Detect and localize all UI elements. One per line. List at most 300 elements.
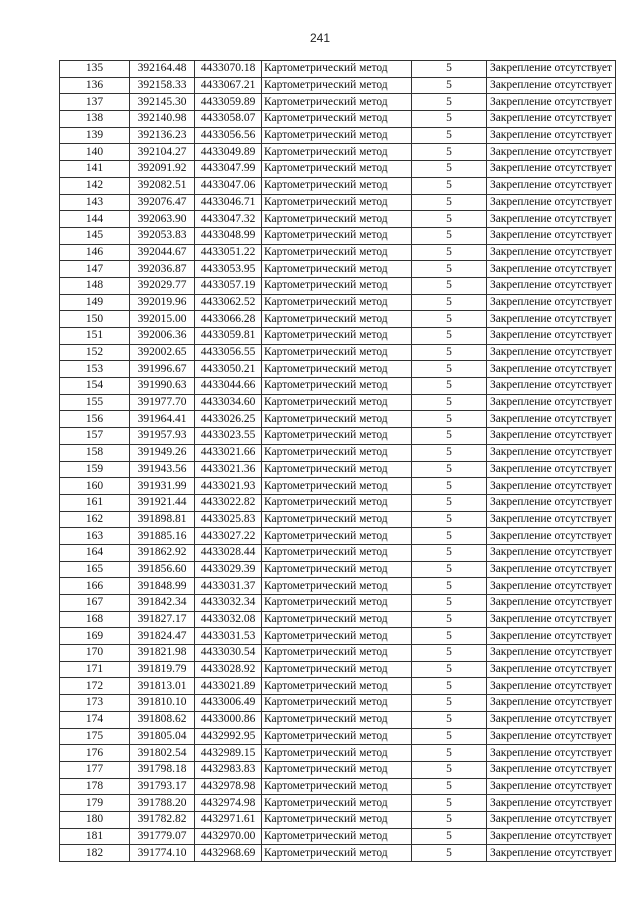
point-number-cell: 170 bbox=[60, 645, 130, 662]
point-number-cell: 175 bbox=[60, 728, 130, 745]
method-cell: Картометрический метод bbox=[262, 811, 412, 828]
fixing-description-cell: Закрепление отсутствует bbox=[487, 344, 616, 361]
table-row bbox=[60, 494, 616, 511]
table-row bbox=[60, 778, 616, 795]
accuracy-cell: 5 bbox=[412, 544, 487, 561]
point-number-cell: 157 bbox=[60, 428, 130, 445]
coordinate-y-cell: 4433029.39 bbox=[195, 561, 262, 578]
accuracy-cell: 5 bbox=[412, 227, 487, 244]
coordinate-x-cell: 391943.56 bbox=[130, 461, 195, 478]
coordinate-y-cell: 4433022.82 bbox=[195, 494, 262, 511]
accuracy-cell: 5 bbox=[412, 528, 487, 545]
coordinate-x-cell: 391793.17 bbox=[130, 778, 195, 795]
table-row bbox=[60, 561, 616, 578]
method-cell: Картометрический метод bbox=[262, 544, 412, 561]
coordinate-x-cell: 391964.41 bbox=[130, 411, 195, 428]
table-row bbox=[60, 144, 616, 161]
method-cell: Картометрический метод bbox=[262, 595, 412, 612]
table-row bbox=[60, 344, 616, 361]
fixing-description-cell: Закрепление отсутствует bbox=[487, 411, 616, 428]
table-row bbox=[60, 628, 616, 645]
fixing-description-cell: Закрепление отсутствует bbox=[487, 211, 616, 228]
accuracy-cell: 5 bbox=[412, 311, 487, 328]
point-number-cell: 145 bbox=[60, 227, 130, 244]
coordinate-y-cell: 4432983.83 bbox=[195, 761, 262, 778]
point-number-cell: 177 bbox=[60, 761, 130, 778]
method-cell: Картометрический метод bbox=[262, 411, 412, 428]
accuracy-cell: 5 bbox=[412, 94, 487, 111]
coordinate-x-cell: 391802.54 bbox=[130, 745, 195, 762]
coordinate-y-cell: 4433046.71 bbox=[195, 194, 262, 211]
coordinate-y-cell: 4433049.89 bbox=[195, 144, 262, 161]
table-row bbox=[60, 394, 616, 411]
accuracy-cell: 5 bbox=[412, 261, 487, 278]
coordinate-y-cell: 4433028.92 bbox=[195, 661, 262, 678]
fixing-description-cell: Закрепление отсутствует bbox=[487, 461, 616, 478]
accuracy-cell: 5 bbox=[412, 611, 487, 628]
table-row bbox=[60, 511, 616, 528]
method-cell: Картометрический метод bbox=[262, 294, 412, 311]
fixing-description-cell: Закрепление отсутствует bbox=[487, 311, 616, 328]
table-row bbox=[60, 328, 616, 345]
point-number-cell: 180 bbox=[60, 811, 130, 828]
accuracy-cell: 5 bbox=[412, 795, 487, 812]
coordinate-x-cell: 391856.60 bbox=[130, 561, 195, 578]
coordinate-y-cell: 4432970.00 bbox=[195, 828, 262, 845]
coordinate-x-cell: 391921.44 bbox=[130, 494, 195, 511]
table-row bbox=[60, 294, 616, 311]
coordinate-y-cell: 4433051.22 bbox=[195, 244, 262, 261]
point-number-cell: 176 bbox=[60, 745, 130, 762]
fixing-description-cell: Закрепление отсутствует bbox=[487, 645, 616, 662]
coordinate-x-cell: 391808.62 bbox=[130, 711, 195, 728]
accuracy-cell: 5 bbox=[412, 344, 487, 361]
fixing-description-cell: Закрепление отсутствует bbox=[487, 845, 616, 862]
point-number-cell: 143 bbox=[60, 194, 130, 211]
fixing-description-cell: Закрепление отсутствует bbox=[487, 595, 616, 612]
point-number-cell: 135 bbox=[60, 61, 130, 78]
table-row bbox=[60, 194, 616, 211]
table-row bbox=[60, 61, 616, 78]
method-cell: Картометрический метод bbox=[262, 578, 412, 595]
point-number-cell: 166 bbox=[60, 578, 130, 595]
coordinate-y-cell: 4433023.55 bbox=[195, 428, 262, 445]
method-cell: Картометрический метод bbox=[262, 344, 412, 361]
method-cell: Картометрический метод bbox=[262, 328, 412, 345]
coordinate-x-cell: 392082.51 bbox=[130, 177, 195, 194]
accuracy-cell: 5 bbox=[412, 194, 487, 211]
coordinate-y-cell: 4433006.49 bbox=[195, 695, 262, 712]
table-row bbox=[60, 261, 616, 278]
fixing-description-cell: Закрепление отсутствует bbox=[487, 127, 616, 144]
method-cell: Картометрический метод bbox=[262, 678, 412, 695]
coordinate-x-cell: 392053.83 bbox=[130, 227, 195, 244]
coordinate-x-cell: 392036.87 bbox=[130, 261, 195, 278]
table-row bbox=[60, 795, 616, 812]
fixing-description-cell: Закрепление отсутствует bbox=[487, 695, 616, 712]
fixing-description-cell: Закрепление отсутствует bbox=[487, 361, 616, 378]
accuracy-cell: 5 bbox=[412, 828, 487, 845]
coordinate-x-cell: 391821.98 bbox=[130, 645, 195, 662]
table-row bbox=[60, 695, 616, 712]
fixing-description-cell: Закрепление отсутствует bbox=[487, 94, 616, 111]
fixing-description-cell: Закрепление отсутствует bbox=[487, 111, 616, 128]
accuracy-cell: 5 bbox=[412, 461, 487, 478]
coordinate-y-cell: 4433066.28 bbox=[195, 311, 262, 328]
point-number-cell: 174 bbox=[60, 711, 130, 728]
fixing-description-cell: Закрепление отсутствует bbox=[487, 778, 616, 795]
point-number-cell: 169 bbox=[60, 628, 130, 645]
accuracy-cell: 5 bbox=[412, 478, 487, 495]
accuracy-cell: 5 bbox=[412, 127, 487, 144]
coordinate-y-cell: 4433021.36 bbox=[195, 461, 262, 478]
coordinate-y-cell: 4433059.81 bbox=[195, 328, 262, 345]
point-number-cell: 161 bbox=[60, 494, 130, 511]
fixing-description-cell: Закрепление отсутствует bbox=[487, 444, 616, 461]
method-cell: Картометрический метод bbox=[262, 761, 412, 778]
method-cell: Картометрический метод bbox=[262, 444, 412, 461]
fixing-description-cell: Закрепление отсутствует bbox=[487, 678, 616, 695]
fixing-description-cell: Закрепление отсутствует bbox=[487, 561, 616, 578]
coordinate-y-cell: 4433058.07 bbox=[195, 111, 262, 128]
coordinate-x-cell: 391990.63 bbox=[130, 378, 195, 395]
accuracy-cell: 5 bbox=[412, 711, 487, 728]
point-number-cell: 165 bbox=[60, 561, 130, 578]
coordinate-x-cell: 391824.47 bbox=[130, 628, 195, 645]
method-cell: Картометрический метод bbox=[262, 111, 412, 128]
point-number-cell: 150 bbox=[60, 311, 130, 328]
accuracy-cell: 5 bbox=[412, 411, 487, 428]
table-row bbox=[60, 361, 616, 378]
fixing-description-cell: Закрепление отсутствует bbox=[487, 828, 616, 845]
accuracy-cell: 5 bbox=[412, 444, 487, 461]
coordinate-y-cell: 4433032.34 bbox=[195, 595, 262, 612]
method-cell: Картометрический метод bbox=[262, 277, 412, 294]
fixing-description-cell: Закрепление отсутствует bbox=[487, 611, 616, 628]
coordinate-y-cell: 4433032.08 bbox=[195, 611, 262, 628]
method-cell: Картометрический метод bbox=[262, 77, 412, 94]
accuracy-cell: 5 bbox=[412, 211, 487, 228]
point-number-cell: 178 bbox=[60, 778, 130, 795]
method-cell: Картометрический метод bbox=[262, 695, 412, 712]
point-number-cell: 142 bbox=[60, 177, 130, 194]
method-cell: Картометрический метод bbox=[262, 194, 412, 211]
table-row bbox=[60, 227, 616, 244]
table-row bbox=[60, 678, 616, 695]
point-number-cell: 162 bbox=[60, 511, 130, 528]
page-number: 241 bbox=[309, 31, 331, 45]
coordinate-y-cell: 4433053.95 bbox=[195, 261, 262, 278]
accuracy-cell: 5 bbox=[412, 845, 487, 862]
point-number-cell: 160 bbox=[60, 478, 130, 495]
point-number-cell: 136 bbox=[60, 77, 130, 94]
coordinate-x-cell: 391810.10 bbox=[130, 695, 195, 712]
fixing-description-cell: Закрепление отсутствует bbox=[487, 394, 616, 411]
fixing-description-cell: Закрепление отсутствует bbox=[487, 177, 616, 194]
method-cell: Картометрический метод bbox=[262, 728, 412, 745]
point-number-cell: 152 bbox=[60, 344, 130, 361]
point-number-cell: 148 bbox=[60, 277, 130, 294]
accuracy-cell: 5 bbox=[412, 428, 487, 445]
table-row bbox=[60, 544, 616, 561]
coordinate-x-cell: 391848.99 bbox=[130, 578, 195, 595]
accuracy-cell: 5 bbox=[412, 77, 487, 94]
coordinate-y-cell: 4433028.44 bbox=[195, 544, 262, 561]
table-row bbox=[60, 127, 616, 144]
point-number-cell: 181 bbox=[60, 828, 130, 845]
method-cell: Картометрический метод bbox=[262, 828, 412, 845]
coordinate-y-cell: 4433031.53 bbox=[195, 628, 262, 645]
table-row bbox=[60, 728, 616, 745]
fixing-description-cell: Закрепление отсутствует bbox=[487, 227, 616, 244]
table-row bbox=[60, 111, 616, 128]
coordinate-y-cell: 4433047.32 bbox=[195, 211, 262, 228]
table-row bbox=[60, 745, 616, 762]
accuracy-cell: 5 bbox=[412, 61, 487, 78]
accuracy-cell: 5 bbox=[412, 361, 487, 378]
accuracy-cell: 5 bbox=[412, 595, 487, 612]
point-number-cell: 159 bbox=[60, 461, 130, 478]
fixing-description-cell: Закрепление отсутствует bbox=[487, 511, 616, 528]
accuracy-cell: 5 bbox=[412, 161, 487, 178]
accuracy-cell: 5 bbox=[412, 378, 487, 395]
accuracy-cell: 5 bbox=[412, 761, 487, 778]
fixing-description-cell: Закрепление отсутствует bbox=[487, 428, 616, 445]
accuracy-cell: 5 bbox=[412, 578, 487, 595]
fixing-description-cell: Закрепление отсутствует bbox=[487, 528, 616, 545]
coordinate-y-cell: 4433047.06 bbox=[195, 177, 262, 194]
coordinate-y-cell: 4433056.55 bbox=[195, 344, 262, 361]
method-cell: Картометрический метод bbox=[262, 144, 412, 161]
table-row bbox=[60, 244, 616, 261]
coordinate-y-cell: 4433047.99 bbox=[195, 161, 262, 178]
coordinate-x-cell: 391788.20 bbox=[130, 795, 195, 812]
point-number-cell: 151 bbox=[60, 328, 130, 345]
coordinate-x-cell: 391779.07 bbox=[130, 828, 195, 845]
coordinate-y-cell: 4433044.66 bbox=[195, 378, 262, 395]
point-number-cell: 149 bbox=[60, 294, 130, 311]
coordinate-x-cell: 391805.04 bbox=[130, 728, 195, 745]
coordinate-y-cell: 4433021.89 bbox=[195, 678, 262, 695]
coordinate-y-cell: 4433067.21 bbox=[195, 77, 262, 94]
coordinate-x-cell: 392063.90 bbox=[130, 211, 195, 228]
method-cell: Картометрический метод bbox=[262, 211, 412, 228]
coordinate-x-cell: 391774.10 bbox=[130, 845, 195, 862]
point-number-cell: 173 bbox=[60, 695, 130, 712]
fixing-description-cell: Закрепление отсутствует bbox=[487, 745, 616, 762]
coordinate-x-cell: 392006.36 bbox=[130, 328, 195, 345]
accuracy-cell: 5 bbox=[412, 494, 487, 511]
method-cell: Картометрический метод bbox=[262, 661, 412, 678]
point-number-cell: 153 bbox=[60, 361, 130, 378]
table-row bbox=[60, 761, 616, 778]
method-cell: Картометрический метод bbox=[262, 461, 412, 478]
coordinate-x-cell: 391949.26 bbox=[130, 444, 195, 461]
coordinate-y-cell: 4433050.21 bbox=[195, 361, 262, 378]
table-row bbox=[60, 161, 616, 178]
method-cell: Картометрический метод bbox=[262, 177, 412, 194]
point-number-cell: 172 bbox=[60, 678, 130, 695]
point-number-cell: 147 bbox=[60, 261, 130, 278]
fixing-description-cell: Закрепление отсутствует bbox=[487, 244, 616, 261]
accuracy-cell: 5 bbox=[412, 511, 487, 528]
table-row bbox=[60, 528, 616, 545]
coordinate-x-cell: 392019.96 bbox=[130, 294, 195, 311]
fixing-description-cell: Закрепление отсутствует bbox=[487, 811, 616, 828]
coordinate-y-cell: 4433027.22 bbox=[195, 528, 262, 545]
method-cell: Картометрический метод bbox=[262, 778, 412, 795]
accuracy-cell: 5 bbox=[412, 244, 487, 261]
point-number-cell: 146 bbox=[60, 244, 130, 261]
coordinates-table bbox=[59, 60, 616, 862]
coordinate-x-cell: 391798.18 bbox=[130, 761, 195, 778]
table-row bbox=[60, 845, 616, 862]
coordinate-x-cell: 391842.34 bbox=[130, 595, 195, 612]
coordinate-x-cell: 391862.92 bbox=[130, 544, 195, 561]
coordinate-x-cell: 392091.92 bbox=[130, 161, 195, 178]
point-number-cell: 144 bbox=[60, 211, 130, 228]
coordinate-x-cell: 392145.30 bbox=[130, 94, 195, 111]
method-cell: Картометрический метод bbox=[262, 745, 412, 762]
fixing-description-cell: Закрепление отсутствует bbox=[487, 628, 616, 645]
method-cell: Картометрический метод bbox=[262, 378, 412, 395]
accuracy-cell: 5 bbox=[412, 294, 487, 311]
table-row bbox=[60, 277, 616, 294]
accuracy-cell: 5 bbox=[412, 811, 487, 828]
method-cell: Картометрический метод bbox=[262, 511, 412, 528]
method-cell: Картометрический метод bbox=[262, 561, 412, 578]
coordinate-x-cell: 391898.81 bbox=[130, 511, 195, 528]
coordinate-x-cell: 392029.77 bbox=[130, 277, 195, 294]
method-cell: Картометрический метод bbox=[262, 261, 412, 278]
point-number-cell: 155 bbox=[60, 394, 130, 411]
method-cell: Картометрический метод bbox=[262, 711, 412, 728]
coordinate-y-cell: 4433057.19 bbox=[195, 277, 262, 294]
coordinate-x-cell: 391996.67 bbox=[130, 361, 195, 378]
coordinate-y-cell: 4433062.52 bbox=[195, 294, 262, 311]
coordinate-y-cell: 4433031.37 bbox=[195, 578, 262, 595]
coordinate-x-cell: 392140.98 bbox=[130, 111, 195, 128]
fixing-description-cell: Закрепление отсутствует bbox=[487, 728, 616, 745]
fixing-description-cell: Закрепление отсутствует bbox=[487, 61, 616, 78]
coordinate-x-cell: 392136.23 bbox=[130, 127, 195, 144]
method-cell: Картометрический метод bbox=[262, 478, 412, 495]
coordinate-y-cell: 4433059.89 bbox=[195, 94, 262, 111]
fixing-description-cell: Закрепление отсутствует bbox=[487, 761, 616, 778]
point-number-cell: 137 bbox=[60, 94, 130, 111]
table-row bbox=[60, 411, 616, 428]
accuracy-cell: 5 bbox=[412, 661, 487, 678]
coordinate-x-cell: 391782.82 bbox=[130, 811, 195, 828]
table-row bbox=[60, 378, 616, 395]
accuracy-cell: 5 bbox=[412, 628, 487, 645]
coordinate-y-cell: 4433056.56 bbox=[195, 127, 262, 144]
point-number-cell: 156 bbox=[60, 411, 130, 428]
accuracy-cell: 5 bbox=[412, 778, 487, 795]
fixing-description-cell: Закрепление отсутствует bbox=[487, 161, 616, 178]
coordinate-y-cell: 4433025.83 bbox=[195, 511, 262, 528]
fixing-description-cell: Закрепление отсутствует bbox=[487, 494, 616, 511]
method-cell: Картометрический метод bbox=[262, 361, 412, 378]
fixing-description-cell: Закрепление отсутствует bbox=[487, 144, 616, 161]
table-row bbox=[60, 611, 616, 628]
table-row bbox=[60, 578, 616, 595]
coordinate-y-cell: 4433030.54 bbox=[195, 645, 262, 662]
accuracy-cell: 5 bbox=[412, 728, 487, 745]
method-cell: Картометрический метод bbox=[262, 244, 412, 261]
coordinate-x-cell: 391957.93 bbox=[130, 428, 195, 445]
method-cell: Картометрический метод bbox=[262, 227, 412, 244]
method-cell: Картометрический метод bbox=[262, 94, 412, 111]
coordinate-y-cell: 4432968.69 bbox=[195, 845, 262, 862]
point-number-cell: 158 bbox=[60, 444, 130, 461]
fixing-description-cell: Закрепление отсутствует bbox=[487, 544, 616, 561]
coordinate-x-cell: 392076.47 bbox=[130, 194, 195, 211]
table-row bbox=[60, 811, 616, 828]
accuracy-cell: 5 bbox=[412, 277, 487, 294]
method-cell: Картометрический метод bbox=[262, 127, 412, 144]
accuracy-cell: 5 bbox=[412, 678, 487, 695]
method-cell: Картометрический метод bbox=[262, 394, 412, 411]
coordinate-y-cell: 4432974.98 bbox=[195, 795, 262, 812]
point-number-cell: 139 bbox=[60, 127, 130, 144]
fixing-description-cell: Закрепление отсутствует bbox=[487, 77, 616, 94]
coordinate-x-cell: 392002.65 bbox=[130, 344, 195, 361]
method-cell: Картометрический метод bbox=[262, 61, 412, 78]
fixing-description-cell: Закрепление отсутствует bbox=[487, 294, 616, 311]
coordinate-x-cell: 392158.33 bbox=[130, 77, 195, 94]
fixing-description-cell: Закрепление отсутствует bbox=[487, 261, 616, 278]
accuracy-cell: 5 bbox=[412, 144, 487, 161]
coordinate-x-cell: 391813.01 bbox=[130, 678, 195, 695]
table-row bbox=[60, 461, 616, 478]
table-row bbox=[60, 444, 616, 461]
fixing-description-cell: Закрепление отсутствует bbox=[487, 795, 616, 812]
coordinate-x-cell: 392044.67 bbox=[130, 244, 195, 261]
fixing-description-cell: Закрепление отсутствует bbox=[487, 194, 616, 211]
accuracy-cell: 5 bbox=[412, 111, 487, 128]
coordinate-y-cell: 4433070.18 bbox=[195, 61, 262, 78]
table-row bbox=[60, 478, 616, 495]
table-row bbox=[60, 645, 616, 662]
coordinate-y-cell: 4432992.95 bbox=[195, 728, 262, 745]
point-number-cell: 154 bbox=[60, 378, 130, 395]
table-row bbox=[60, 94, 616, 111]
coordinate-y-cell: 4433000.86 bbox=[195, 711, 262, 728]
method-cell: Картометрический метод bbox=[262, 795, 412, 812]
coordinate-x-cell: 392015.00 bbox=[130, 311, 195, 328]
method-cell: Картометрический метод bbox=[262, 494, 412, 511]
point-number-cell: 140 bbox=[60, 144, 130, 161]
coordinate-x-cell: 392164.48 bbox=[130, 61, 195, 78]
accuracy-cell: 5 bbox=[412, 695, 487, 712]
fixing-description-cell: Закрепление отсутствует bbox=[487, 661, 616, 678]
coordinate-y-cell: 4433048.99 bbox=[195, 227, 262, 244]
table-row bbox=[60, 595, 616, 612]
point-number-cell: 141 bbox=[60, 161, 130, 178]
method-cell: Картометрический метод bbox=[262, 528, 412, 545]
method-cell: Картометрический метод bbox=[262, 645, 412, 662]
fixing-description-cell: Закрепление отсутствует bbox=[487, 378, 616, 395]
point-number-cell: 179 bbox=[60, 795, 130, 812]
point-number-cell: 168 bbox=[60, 611, 130, 628]
fixing-description-cell: Закрепление отсутствует bbox=[487, 478, 616, 495]
fixing-description-cell: Закрепление отсутствует bbox=[487, 328, 616, 345]
coordinate-y-cell: 4433021.93 bbox=[195, 478, 262, 495]
coordinate-x-cell: 391931.99 bbox=[130, 478, 195, 495]
coordinate-y-cell: 4433034.60 bbox=[195, 394, 262, 411]
table-row bbox=[60, 428, 616, 445]
